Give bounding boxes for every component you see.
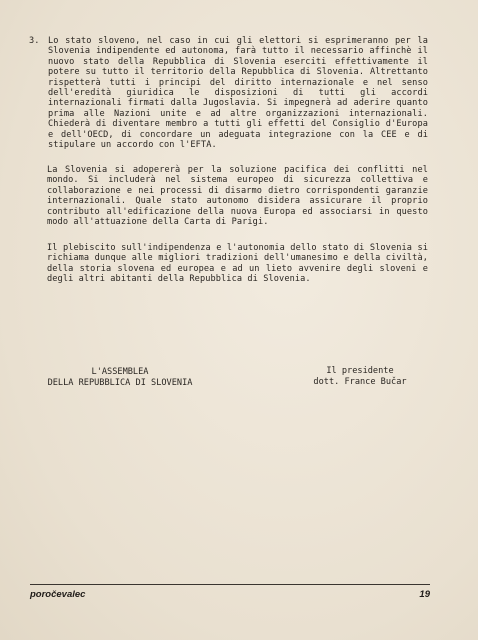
signature-president xyxy=(290,366,430,387)
signature-president-name: dott. France Bučar xyxy=(313,376,407,387)
paragraph-3 xyxy=(30,36,428,150)
signature-assembly-line2: DELLA REPUBBLICA DI SLOVENIA xyxy=(47,377,193,388)
footer-divider xyxy=(30,584,430,585)
signature-assembly xyxy=(30,367,210,388)
signature-assembly-line1: L'ASSEMBLEA xyxy=(91,367,149,377)
page-number: 19 xyxy=(419,589,430,600)
publication-name: poročevalec xyxy=(30,589,86,600)
paragraph-number: 3. xyxy=(29,36,40,46)
paragraph-plebiscite: Il plebiscito sull'indipendenza e l'autonomia dello stato di Slovenia si richiama dunque alle migliori tradizioni dell'umanesimo e della civiltà, della storia slovena ed europea e ad un lieto avvenire degli sloveni e degli altri abitanti della Repubblica di Slovenia. xyxy=(47,243,428,285)
paragraph-3-text: Lo stato sloveno, nel caso in cui gli elettori si esprimeranno per la Slovenia indipendente ed autonoma, farà tutto il necessario affinchè il nuovo stato della Repubblica di Slovenia eserciti effettivamente il potere su tutto il territorio della Repubblica di Slovenia. Altrettanto rispetterà tutti i principi del diritto internazionale e nel senso dell'eredità giuridica le disposizioni di tutti gli accordi internazionali firmati dalla Jugoslavia. Si impegnerà ad aderire quanto prima alle Nazioni unite e ad altre organizzazioni internazionali. Chiederà di diventare membro a tutti gli effetti del Consiglio d'Europa e dell'OECD, di concordare un adeguata integrazione con la CEE e di stipulare un accordo con l'EFTA. xyxy=(48,36,428,151)
signature-president-title: Il presidente xyxy=(326,366,394,376)
paragraph-peace: La Slovenia si adopererà per la soluzione pacifica dei conflitti nel mondo. Si includerà nel sistema europeo di sicurezza collettiva e collaborazione e nei processi di disarmo dietro corrispondenti garanzie internazionali. Quale stato autonomo disidera assicurare il proprio contributo all'edificazione della nuova Europa ed associarsi in questo modo all'attuazione della Carta di Parigi. xyxy=(47,165,428,228)
